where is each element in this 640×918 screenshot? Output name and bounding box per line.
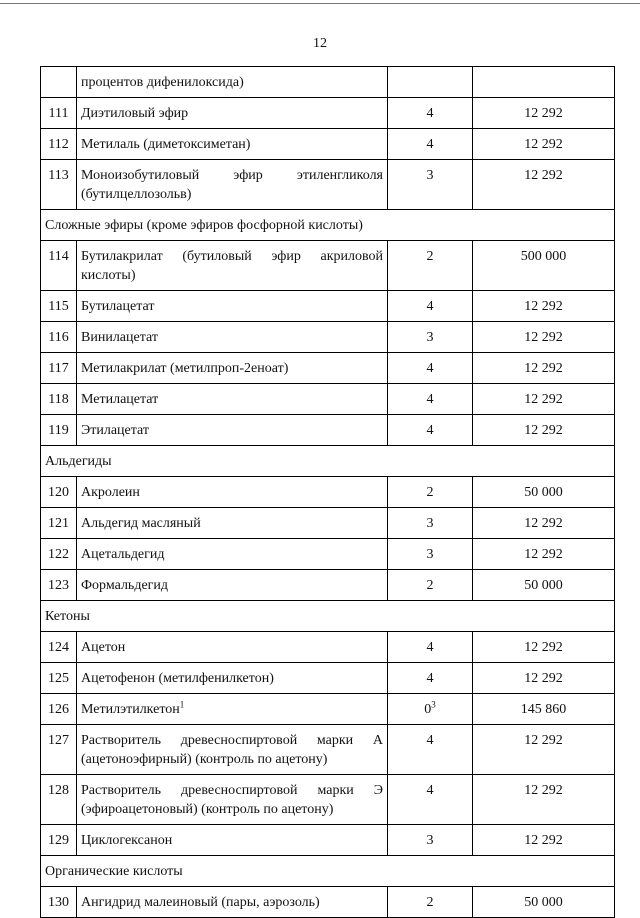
- table-row: [41, 98, 615, 129]
- table-row: [41, 322, 615, 353]
- section-title: Органические кислоты: [41, 856, 615, 887]
- substance-name-cell: [77, 415, 388, 446]
- table-row: [41, 570, 615, 601]
- substance-name: Акролеин: [81, 485, 140, 500]
- threshold-value-cell: [473, 887, 615, 918]
- section-header-row: [41, 601, 615, 632]
- substance-name-cell: [77, 508, 388, 539]
- table-row: [41, 887, 615, 918]
- row-number: 116: [48, 330, 69, 345]
- hazard-class-cell: [388, 353, 473, 384]
- hazard-class: 3: [426, 168, 434, 183]
- hazard-class-cell: [388, 508, 473, 539]
- threshold-value-cell: [473, 725, 615, 775]
- row-number-cell: [41, 887, 77, 918]
- substance-name: Циклогексанон: [81, 833, 173, 848]
- substance-name-cell: [77, 477, 388, 508]
- substance-name-cell: [77, 291, 388, 322]
- row-number: 119: [48, 423, 69, 438]
- substance-name-cell: [77, 570, 388, 601]
- substance-name-cell: [77, 160, 388, 210]
- substance-name: Ацетальдегид: [81, 547, 165, 562]
- hazard-class: 2: [426, 485, 434, 500]
- row-number: 123: [48, 578, 69, 593]
- substance-name-cell: [77, 241, 388, 291]
- threshold-value: 12 292: [524, 640, 563, 655]
- hazard-class: 3: [426, 833, 434, 848]
- hazard-class-cell: [388, 632, 473, 663]
- substance-name: Метилаль (диметоксиметан): [81, 137, 251, 152]
- section-title: Сложные эфиры (кроме эфиров фосфорной кислоты): [41, 210, 615, 241]
- substance-name-cell: [77, 694, 388, 725]
- substance-name: Моноизобутиловый эфир этиленгликоля (бутилцеллозольв): [81, 168, 383, 202]
- table-row: [41, 415, 615, 446]
- row-number: 118: [48, 392, 69, 407]
- hazard-class: 2: [426, 578, 434, 593]
- hazard-class-cell: [388, 67, 473, 98]
- hazard-class: 4: [426, 299, 434, 314]
- substance-name: Ацетон: [81, 640, 126, 655]
- threshold-value-cell: [473, 67, 615, 98]
- substance-name: Винилацетат: [81, 330, 158, 345]
- table-row: [41, 632, 615, 663]
- hazard-class: 4: [426, 106, 434, 121]
- row-number-cell: [41, 67, 77, 98]
- hazard-class: 4: [426, 733, 434, 748]
- substance-name: Альдегид масляный: [81, 516, 201, 531]
- threshold-value: 50 000: [524, 578, 563, 593]
- table-row: [41, 241, 615, 291]
- section-header-row: [41, 210, 615, 241]
- substance-name-cell: [77, 887, 388, 918]
- table-row: [41, 825, 615, 856]
- row-number: 122: [48, 547, 69, 562]
- table-row: [41, 663, 615, 694]
- threshold-value-cell: [473, 570, 615, 601]
- threshold-value-cell: [473, 415, 615, 446]
- substances-table: [40, 66, 615, 918]
- threshold-value: 50 000: [524, 895, 563, 910]
- threshold-value: 50 000: [524, 485, 563, 500]
- threshold-value-cell: [473, 129, 615, 160]
- substance-name: Метилэтилкетон: [81, 702, 180, 717]
- row-number-cell: [41, 291, 77, 322]
- substance-name-cell: [77, 353, 388, 384]
- substance-name-cell: [77, 539, 388, 570]
- section-header-row: [41, 856, 615, 887]
- row-number-cell: [41, 570, 77, 601]
- section-title: Альдегиды: [41, 446, 615, 477]
- hazard-class: 4: [426, 137, 434, 152]
- substance-name-footnote-mark: 1: [179, 699, 185, 710]
- row-number: 129: [48, 833, 69, 848]
- threshold-value: 145 860: [520, 702, 567, 717]
- substance-name-cell: [77, 775, 388, 825]
- substance-name: Растворитель древесноспиртовой марки Э (эфироацетоновый) (контроль по ацетону): [81, 783, 383, 817]
- threshold-value-cell: [473, 632, 615, 663]
- hazard-class-cell: [388, 241, 473, 291]
- table-row: [41, 694, 615, 725]
- row-number: 120: [48, 485, 69, 500]
- substance-name-cell: [77, 725, 388, 775]
- substance-name: Этилацетат: [81, 423, 150, 438]
- hazard-class-cell: [388, 477, 473, 508]
- threshold-value: 12 292: [524, 783, 563, 798]
- threshold-value-cell: [473, 539, 615, 570]
- table-row: [41, 508, 615, 539]
- row-number-cell: [41, 775, 77, 825]
- substance-name: Формальдегид: [81, 578, 169, 593]
- table-row: [41, 129, 615, 160]
- row-number-cell: [41, 353, 77, 384]
- row-number-cell: [41, 160, 77, 210]
- row-number: 126: [48, 702, 69, 717]
- row-number-cell: [41, 241, 77, 291]
- table-row: [41, 775, 615, 825]
- row-number: 115: [48, 299, 69, 314]
- hazard-class: 4: [426, 423, 434, 438]
- hazard-class: 4: [426, 783, 434, 798]
- row-number-cell: [41, 694, 77, 725]
- substance-name: Диэтиловый эфир: [81, 106, 189, 121]
- hazard-class-cell: [388, 825, 473, 856]
- row-number: 112: [48, 137, 69, 152]
- hazard-class-cell: [388, 887, 473, 918]
- threshold-value: 12 292: [524, 423, 563, 438]
- threshold-value-cell: [473, 663, 615, 694]
- hazard-class: 3: [426, 547, 434, 562]
- row-number-cell: [41, 98, 77, 129]
- hazard-class: 4: [426, 671, 434, 686]
- hazard-class-cell: [388, 322, 473, 353]
- threshold-value: 12 292: [524, 733, 563, 748]
- table-row: [41, 539, 615, 570]
- row-number-cell: [41, 539, 77, 570]
- threshold-value-cell: [473, 775, 615, 825]
- hazard-class-cell: [388, 570, 473, 601]
- substance-name-cell: [77, 322, 388, 353]
- threshold-value-cell: [473, 477, 615, 508]
- threshold-value: 500 000: [520, 249, 567, 264]
- threshold-value-cell: [473, 160, 615, 210]
- row-number-cell: [41, 825, 77, 856]
- substance-name-cell: [77, 98, 388, 129]
- threshold-value: 12 292: [524, 361, 563, 376]
- substance-name-cell: [77, 663, 388, 694]
- row-number-cell: [41, 725, 77, 775]
- substance-name-cell: [77, 384, 388, 415]
- hazard-class-cell: [388, 291, 473, 322]
- threshold-value-cell: [473, 384, 615, 415]
- row-number: 128: [48, 783, 69, 798]
- threshold-value: 12 292: [524, 299, 563, 314]
- substance-name: Метилакрилат (метилпроп-2еноат): [81, 361, 289, 376]
- row-number-cell: [41, 663, 77, 694]
- hazard-class-cell: [388, 129, 473, 160]
- row-number-cell: [41, 477, 77, 508]
- substance-name-cell: [77, 632, 388, 663]
- threshold-value-cell: [473, 241, 615, 291]
- row-number-cell: [41, 508, 77, 539]
- top-rule: [0, 3, 640, 4]
- hazard-class-cell: [388, 539, 473, 570]
- hazard-class-cell: [388, 160, 473, 210]
- hazard-class-cell: [388, 98, 473, 129]
- row-number: 111: [48, 106, 69, 121]
- section-title: Кетоны: [41, 601, 615, 632]
- row-number-cell: [41, 632, 77, 663]
- table-body: [41, 67, 615, 918]
- hazard-class-footnote-mark: 3: [431, 699, 436, 710]
- table-row: [41, 353, 615, 384]
- substance-name-cell: [77, 67, 388, 98]
- threshold-value: 12 292: [524, 137, 563, 152]
- hazard-class: 4: [426, 392, 434, 407]
- row-number: 130: [48, 895, 69, 910]
- threshold-value-cell: [473, 508, 615, 539]
- hazard-class-cell: [388, 384, 473, 415]
- table-row: [41, 477, 615, 508]
- substance-name-cell: [77, 825, 388, 856]
- row-number: 125: [48, 671, 69, 686]
- substance-name: процентов дифенилоксида): [81, 75, 244, 90]
- threshold-value-cell: [473, 291, 615, 322]
- threshold-value-cell: [473, 353, 615, 384]
- threshold-value: 12 292: [524, 330, 563, 345]
- hazard-class: 3: [426, 516, 434, 531]
- substance-name: Бутилацетат: [81, 299, 155, 314]
- substance-name: Ацетофенон (метилфенилкетон): [81, 671, 274, 686]
- threshold-value: 12 292: [524, 833, 563, 848]
- section-header-row: [41, 446, 615, 477]
- table-row: [41, 384, 615, 415]
- threshold-value-cell: [473, 825, 615, 856]
- row-number: 114: [48, 249, 69, 264]
- threshold-value-cell: [473, 694, 615, 725]
- hazard-class-cell: [388, 725, 473, 775]
- page-number: 12: [313, 36, 327, 51]
- table-row: [41, 725, 615, 775]
- table-row: [41, 160, 615, 210]
- threshold-value: 12 292: [524, 671, 563, 686]
- row-number-cell: [41, 384, 77, 415]
- hazard-class: 3: [426, 330, 434, 345]
- substance-name: Метилацетат: [81, 392, 159, 407]
- hazard-class-cell: [388, 775, 473, 825]
- threshold-value: 12 292: [524, 106, 563, 121]
- substance-name-cell: [77, 129, 388, 160]
- threshold-value: 12 292: [524, 547, 563, 562]
- threshold-value: 12 292: [524, 168, 563, 183]
- table-row: [41, 291, 615, 322]
- row-number: 121: [48, 516, 69, 531]
- hazard-class: 2: [426, 249, 434, 264]
- hazard-class: 4: [426, 361, 434, 376]
- substance-name: Бутилакрилат (бутиловый эфир акриловой кислоты): [81, 249, 383, 283]
- hazard-class-cell: [388, 694, 473, 725]
- row-number: 127: [48, 733, 69, 748]
- substance-name: Ангидрид малеиновый (пары, аэрозоль): [81, 895, 320, 910]
- hazard-class-cell: [388, 415, 473, 446]
- hazard-class: 0: [424, 702, 432, 717]
- threshold-value-cell: [473, 322, 615, 353]
- hazard-class: 2: [426, 895, 434, 910]
- row-number: 124: [48, 640, 69, 655]
- table-row: [41, 67, 615, 98]
- row-number-cell: [41, 322, 77, 353]
- row-number: 113: [48, 168, 69, 183]
- threshold-value-cell: [473, 98, 615, 129]
- threshold-value: 12 292: [524, 516, 563, 531]
- hazard-class-cell: [388, 663, 473, 694]
- row-number: 117: [48, 361, 69, 376]
- hazard-class: 4: [426, 640, 434, 655]
- row-number-cell: [41, 129, 77, 160]
- substance-name: Растворитель древесноспиртовой марки А (ацетоноэфирный) (контроль по ацетону): [81, 733, 383, 767]
- row-number-cell: [41, 415, 77, 446]
- threshold-value: 12 292: [524, 392, 563, 407]
